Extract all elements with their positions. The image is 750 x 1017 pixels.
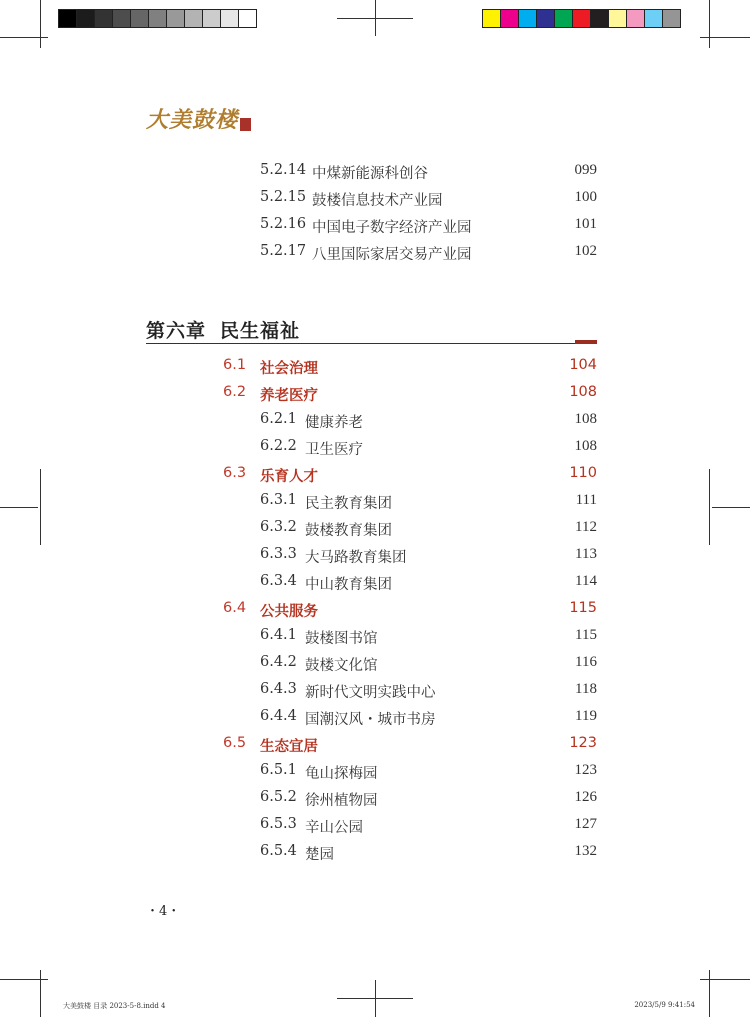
toc-title: 中国电子数字经济产业园 [312,220,472,236]
chapter-accent-bar [575,340,597,344]
process-color-bar [482,9,680,28]
toc-entry-row [0,189,750,216]
seal-icon [240,118,251,131]
toc-num: 6.5.3 [260,816,297,832]
color-swatch [626,9,645,28]
toc-title: 养老医疗 [260,388,318,404]
toc-section-row [0,600,750,627]
toc-title: 民主教育集团 [305,496,392,512]
toc-num: 6.5.4 [260,843,297,859]
toc-page: 118 [575,681,597,697]
toc-title: 辛山公园 [305,820,363,836]
toc-num: 6.3.1 [260,492,297,508]
chapter-label: 第六章 [146,320,207,342]
color-swatch [166,9,185,28]
toc-title: 生态宜居 [260,739,318,755]
toc-entry-row [0,216,750,243]
toc-page: 126 [574,789,597,805]
toc-title: 鼓楼信息技术产业园 [312,193,443,209]
toc-entry-row [0,816,750,843]
toc-title: 八里国际家居交易产业园 [312,247,472,263]
logo-text: 大美鼓楼 [146,107,239,133]
toc-page: 101 [574,216,597,232]
color-swatch [644,9,663,28]
toc-title: 龟山探梅园 [305,766,378,782]
print-timestamp: 2023/5/9 9:41:54 [634,1001,695,1009]
toc-entry-row [0,762,750,789]
page-number: ・4・ [146,904,181,919]
toc-page: 115 [575,627,597,643]
toc-section-row [0,384,750,411]
toc-num: 5.2.16 [260,216,307,232]
toc-entry-row [0,519,750,546]
toc-section-row [0,735,750,762]
color-swatch [500,9,519,28]
color-swatch [518,9,537,28]
toc-page: 114 [575,573,597,589]
toc-num: 6.5 [223,735,247,751]
color-swatch [184,9,203,28]
toc-section-row [0,357,750,384]
toc-page: 115 [569,600,597,616]
toc-title: 社会治理 [260,361,318,377]
toc-title: 乐育人才 [260,469,318,485]
book-logo [146,103,251,134]
toc-title: 中山教育集团 [305,577,392,593]
toc-page: 127 [574,816,597,832]
toc-title: 公共服务 [260,604,318,620]
color-swatch [238,9,257,28]
toc-page: 108 [574,411,597,427]
color-swatch [662,9,681,28]
toc-num: 6.4.2 [260,654,297,670]
color-swatch [536,9,555,28]
toc-title: 鼓楼图书馆 [305,631,378,647]
toc-page: 102 [574,243,597,259]
toc-entry-row [0,411,750,438]
color-swatch [590,9,609,28]
toc-entry-row [0,243,750,270]
toc-entry-row [0,681,750,708]
toc-num: 6.4.4 [260,708,297,724]
color-swatch [202,9,221,28]
toc-num: 6.2.2 [260,438,297,454]
color-swatch [608,9,627,28]
toc-page: 119 [575,708,597,724]
color-swatch [130,9,149,28]
toc-title: 徐州植物园 [305,793,378,809]
color-swatch [148,9,167,28]
toc-num: 6.3.3 [260,546,297,562]
color-swatch [112,9,131,28]
toc-title: 卫生医疗 [305,442,363,458]
toc-num: 6.3.2 [260,519,297,535]
color-swatch [482,9,501,28]
toc-title: 中煤新能源科创谷 [312,166,428,182]
chapter-heading [146,316,300,343]
toc-entry-row [0,843,750,870]
grayscale-color-bar [58,9,256,28]
toc-page: 100 [574,189,597,205]
toc-page: 132 [574,843,597,859]
toc-num: 5.2.17 [260,243,307,259]
toc-page: 112 [575,519,597,535]
toc-section-row [0,465,750,492]
file-slug: 大美鼓楼 目录 2023-5-8.indd 4 [63,1002,166,1010]
chapter-rule [146,343,597,344]
toc-entry-row [0,627,750,654]
toc-title: 国潮汉风・城市书房 [305,712,436,728]
toc-num: 6.3 [223,465,247,481]
toc-entry-row [0,573,750,600]
toc-page: 111 [575,492,597,508]
toc-num: 6.4 [223,600,247,616]
color-swatch [554,9,573,28]
toc-num: 6.4.1 [260,627,297,643]
toc-page: 123 [574,762,597,778]
color-swatch [76,9,95,28]
toc-num: 6.4.3 [260,681,297,697]
toc-entry-row [0,492,750,519]
toc-title: 健康养老 [305,415,363,431]
toc-entry-row [0,654,750,681]
toc-page: 099 [574,162,597,178]
color-swatch [572,9,591,28]
toc-page: 110 [569,465,597,481]
toc-num: 5.2.15 [260,189,307,205]
toc-page: 123 [569,735,597,751]
toc-page: 104 [569,357,597,373]
toc-entry-row [0,438,750,465]
toc-num: 6.2.1 [260,411,297,427]
toc-page: 108 [569,384,597,400]
toc-num: 5.2.14 [260,162,307,178]
toc-page: 108 [574,438,597,454]
toc-title: 新时代文明实践中心 [305,685,436,701]
toc-num: 6.5.2 [260,789,297,805]
toc-title: 鼓楼文化馆 [305,658,378,674]
toc-page: 113 [575,546,597,562]
toc-entry-row [0,546,750,573]
toc-entry-row [0,162,750,189]
color-swatch [58,9,77,28]
toc-entry-row [0,708,750,735]
toc-num: 6.5.1 [260,762,297,778]
toc-title: 楚园 [305,847,334,863]
toc-title: 大马路教育集团 [305,550,407,566]
toc-entry-row [0,789,750,816]
toc-title: 鼓楼教育集团 [305,523,392,539]
toc-num: 6.2 [223,384,247,400]
color-swatch [220,9,239,28]
chapter-title: 民生福祉 [220,320,301,342]
toc-num: 6.1 [223,357,247,373]
color-swatch [94,9,113,28]
toc-num: 6.3.4 [260,573,297,589]
toc-page: 116 [575,654,597,670]
